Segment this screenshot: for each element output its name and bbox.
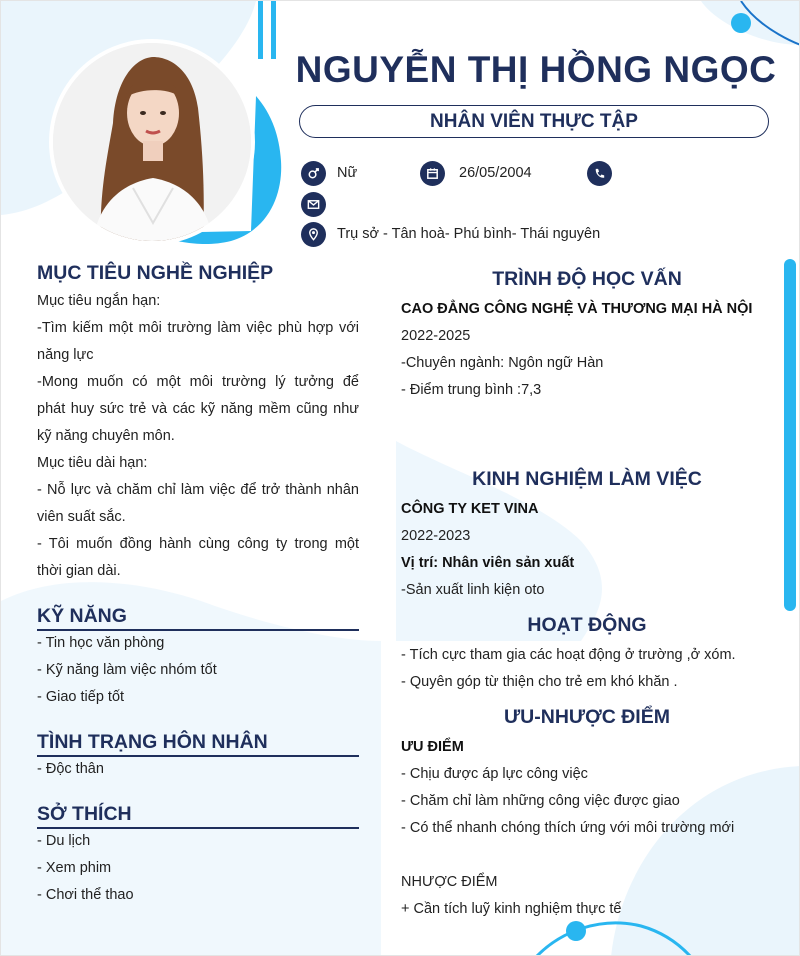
gender-value: Nữ — [337, 165, 358, 181]
activity-item: - Tích cực tham gia các hoạt động ở trường ,ở xóm. — [401, 647, 736, 663]
objective-title: MỤC TIÊU NGHỀ NGHIỆP — [37, 262, 274, 284]
cons-label: NHƯỢC ĐIỂM — [401, 874, 498, 890]
profile-photo — [49, 39, 255, 245]
experience-company: CÔNG TY KET VINA — [401, 501, 539, 517]
hobby-item: - Du lịch — [37, 833, 91, 849]
hobbies-title: SỞ THÍCH — [37, 803, 132, 825]
activity-item: - Quyên góp từ thiện cho trẻ em khó khăn . — [401, 674, 678, 690]
experience-task: -Sản xuất linh kiện oto — [401, 582, 545, 598]
objective-long-1: - Nỗ lực và chăm chỉ làm việc để trở thành nhân — [37, 482, 359, 498]
objective-long-label: Mục tiêu dài hạn: — [37, 455, 148, 471]
skills-title: KỸ NĂNG — [37, 605, 127, 627]
skill-item: - Tin học văn phòng — [37, 635, 165, 651]
pros-label: ƯU ĐIỂM — [401, 739, 464, 755]
education-title: TRÌNH ĐỘ HỌC VẤN — [492, 268, 682, 290]
job-title: NHÂN VIÊN THỰC TẬP — [299, 105, 769, 138]
hobby-item: - Chơi thể thao — [37, 887, 134, 903]
activities-title: HOẠT ĐỘNG — [527, 614, 647, 636]
birthday-value: 26/05/2004 — [459, 165, 532, 181]
gender-icon — [301, 161, 326, 186]
experience-years: 2022-2023 — [401, 528, 471, 544]
objective-short-2b: phát huy sức trẻ và các kỹ năng mềm cũng như — [37, 401, 359, 417]
skill-item: - Kỹ năng làm việc nhóm tốt — [37, 662, 217, 678]
candidate-name: NGUYỄN THỊ HỒNG NGỌC — [295, 49, 777, 90]
location-icon — [301, 222, 326, 247]
objective-short-1: -Tìm kiếm một môi trường làm việc phù hợp với — [37, 320, 359, 336]
education-gpa: - Điểm trung bình :7,3 — [401, 382, 542, 398]
pros-cons-title: ƯU-NHƯỢC ĐIỂM — [504, 706, 670, 728]
experience-title: KINH NGHIỆM LÀM VIỆC — [472, 468, 702, 490]
objective-short-2c: kỹ năng chuyên môn. — [37, 428, 175, 444]
objective-long-2b: thời gian dài. — [37, 563, 121, 579]
objective-short-label: Mục tiêu ngắn hạn: — [37, 293, 161, 309]
cons-item: + Cần tích luỹ kinh nghiệm thực tế — [401, 901, 622, 917]
pros-item: - Có thể nhanh chóng thích ứng với môi trường mới — [401, 820, 735, 836]
accent-bar — [784, 259, 796, 611]
objective-short-1b: năng lực — [37, 347, 94, 363]
education-major: -Chuyên ngành: Ngôn ngữ Hàn — [401, 355, 604, 371]
marital-value: - Độc thân — [37, 761, 104, 777]
pros-item: - Chăm chỉ làm những công việc được giao — [401, 793, 680, 809]
marital-title: TÌNH TRẠNG HÔN NHÂN — [37, 731, 268, 753]
objective-long-2: - Tôi muốn đồng hành cùng công ty trong một — [37, 536, 359, 552]
objective-long-1b: viên suất sắc. — [37, 509, 126, 525]
education-school: CAO ĐẲNG CÔNG NGHỆ VÀ THƯƠNG MẠI HÀ NỘI — [401, 301, 753, 317]
phone-icon — [587, 161, 612, 186]
experience-position: Vị trí: Nhân viên sản xuất — [401, 555, 575, 571]
skill-item: - Giao tiếp tốt — [37, 689, 125, 705]
objective-short-2: -Mong muốn có một môi trường lý tưởng để — [37, 374, 359, 390]
portrait-photo-icon — [53, 43, 251, 241]
mail-icon — [301, 192, 326, 217]
calendar-icon — [420, 161, 445, 186]
pros-item: - Chịu được áp lực công việc — [401, 766, 588, 782]
education-years: 2022-2025 — [401, 328, 471, 344]
address-value: Trụ sở - Tân hoà- Phú bình- Thái nguyên — [337, 226, 601, 242]
hobby-item: - Xem phim — [37, 860, 112, 876]
